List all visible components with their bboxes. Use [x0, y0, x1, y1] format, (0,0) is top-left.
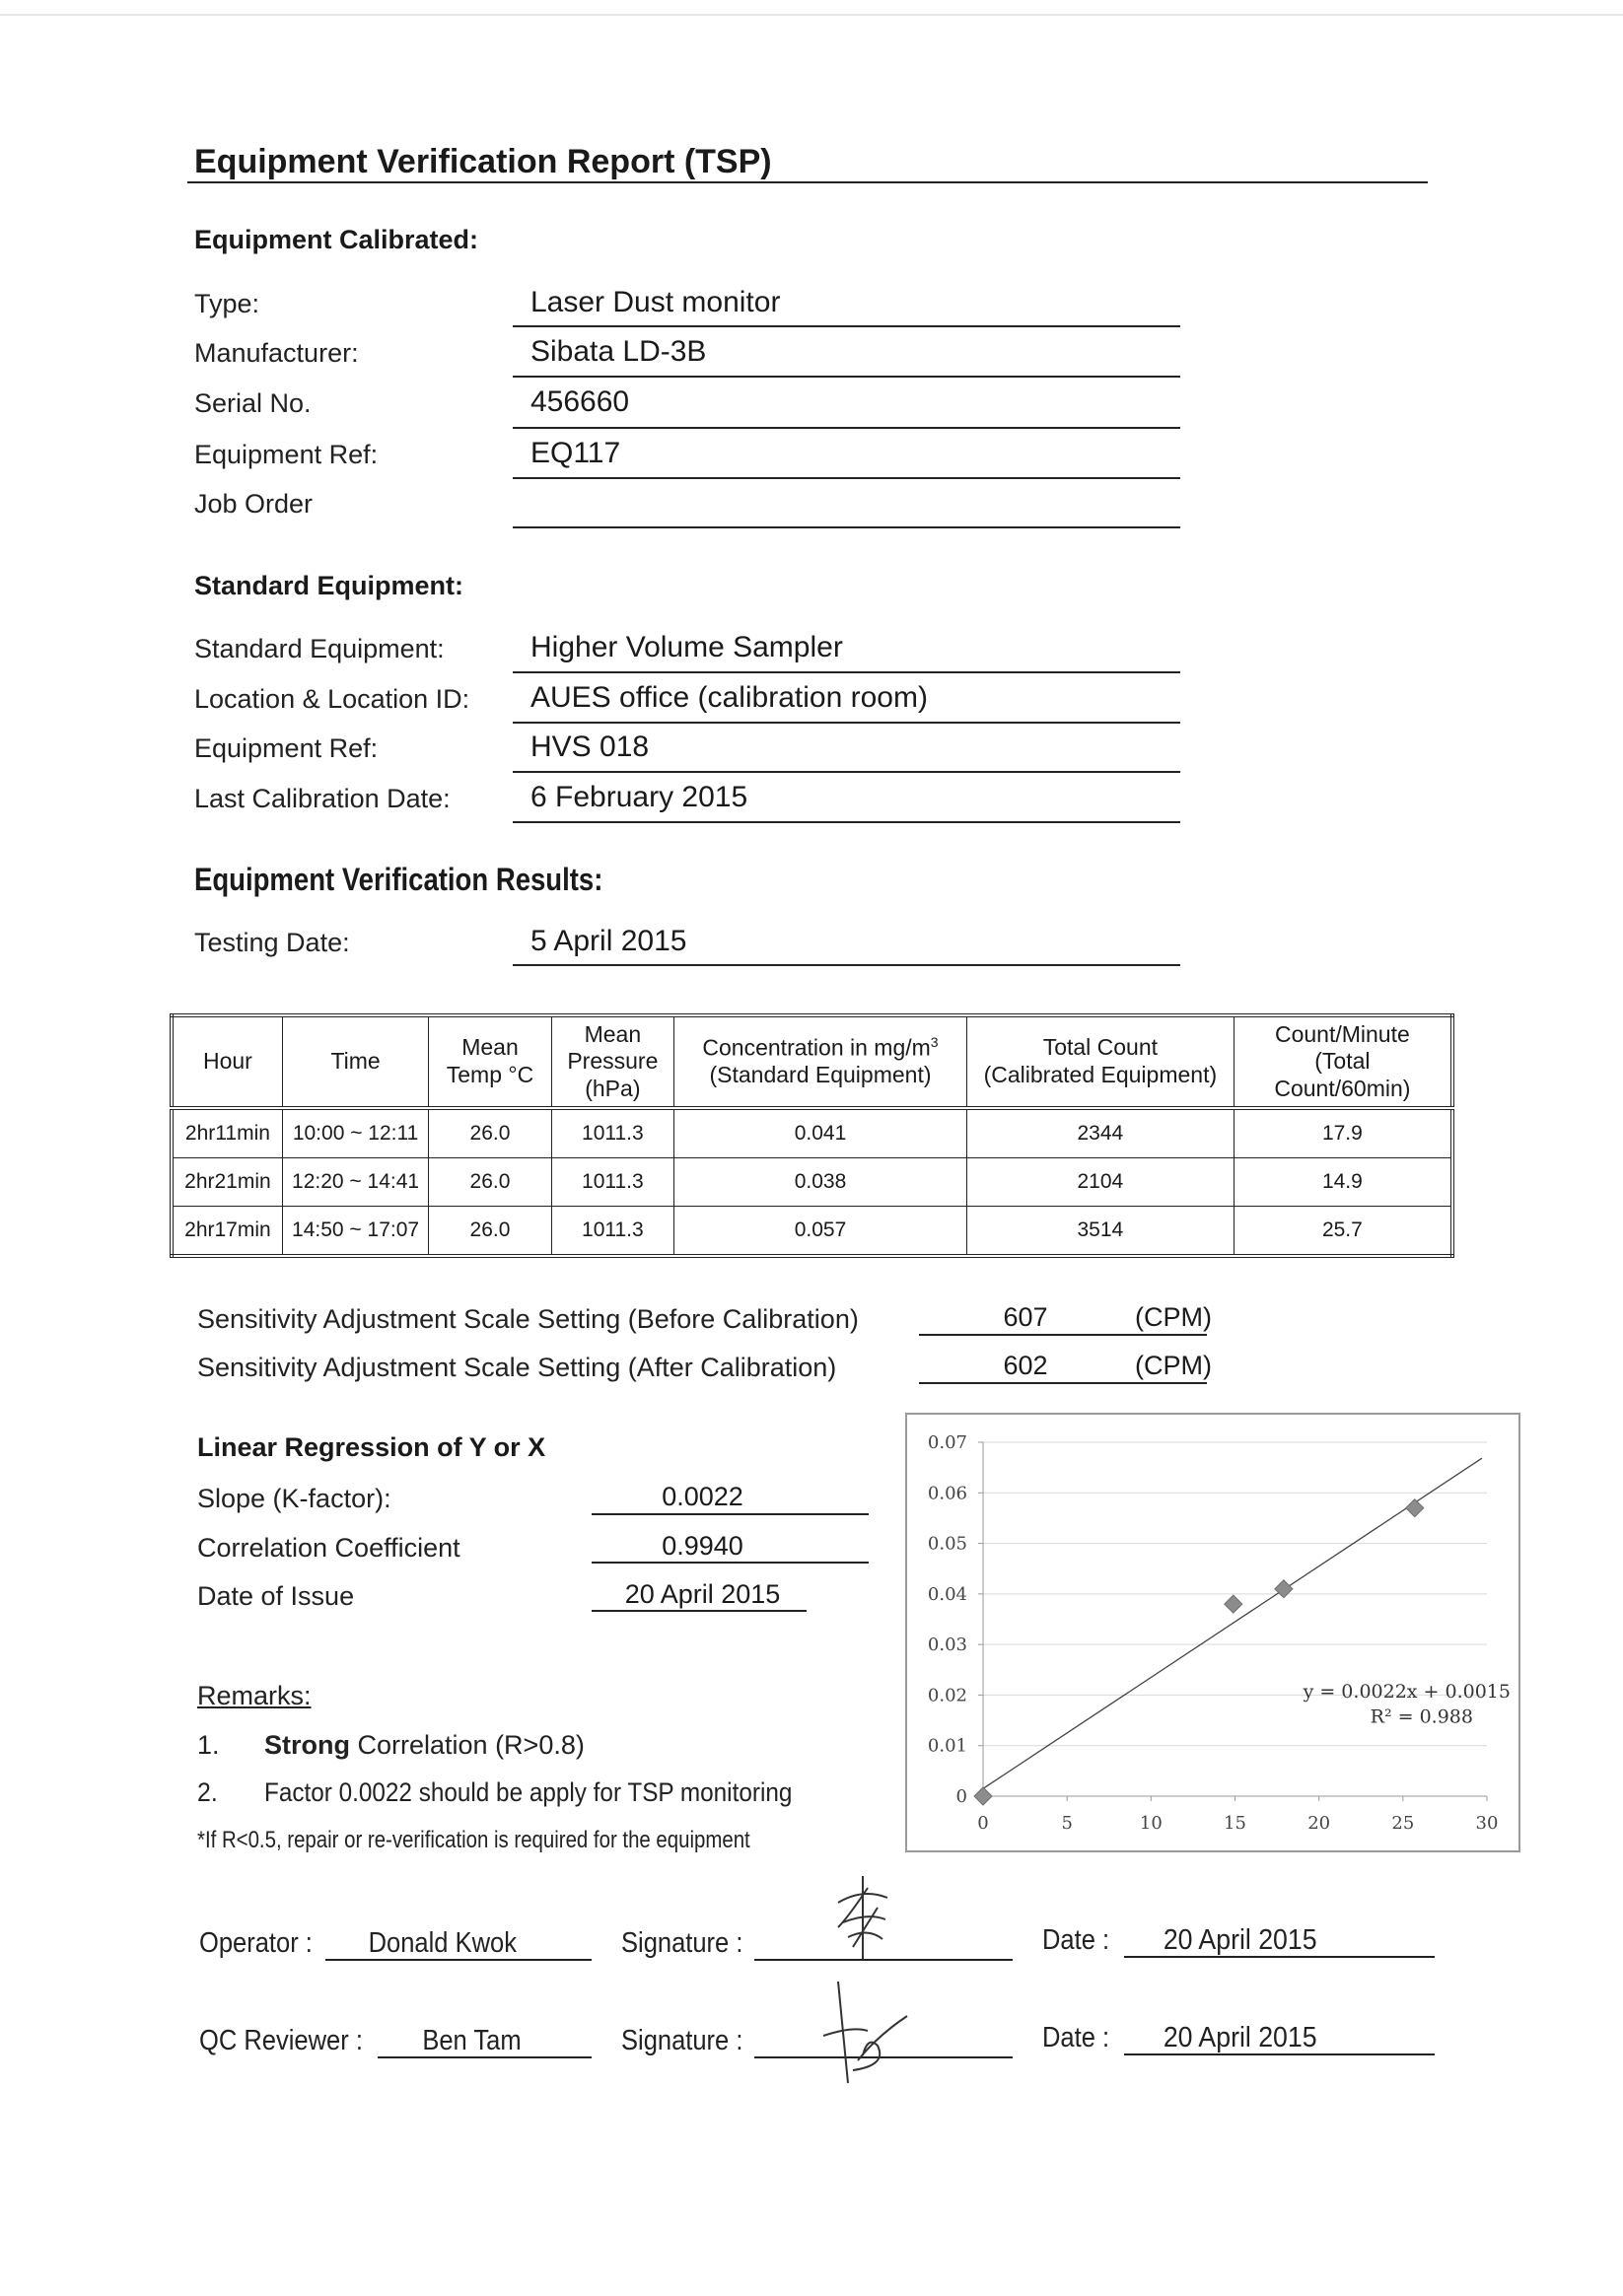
cell-time: 10:00 ~ 12:11: [282, 1108, 428, 1158]
title-rule: [187, 181, 1428, 183]
y-tick-label: 0.07: [927, 1432, 967, 1453]
standard-equipment-value: Higher Volume Sampler: [530, 631, 843, 663]
header-hour: Hour: [172, 1015, 282, 1108]
remark-2-text: Factor 0.0022 should be apply for TSP monitoring: [264, 1777, 793, 1807]
data-point: [1225, 1595, 1242, 1613]
sensitivity-after-value: 602: [1003, 1351, 1048, 1380]
job-order-label: Job Order: [194, 489, 314, 519]
manufacturer-underline: [513, 376, 1180, 378]
x-tick-label: 20: [1307, 1813, 1331, 1834]
operator-date-label: Date :: [1042, 1924, 1110, 1956]
table-row: [172, 1108, 1452, 1158]
cell-time: 14:50 ~ 17:07: [282, 1207, 428, 1257]
cell-concentration: 0.041: [674, 1108, 967, 1158]
equipment-ref-value: EQ117: [530, 437, 621, 469]
sensitivity-after-underline: [919, 1382, 1207, 1384]
type-underline: [513, 325, 1180, 327]
hvs-ref-underline: [513, 771, 1180, 773]
y-tick-label: 0.01: [927, 1735, 967, 1757]
cell-total-count: 3514: [966, 1207, 1234, 1257]
x-tick-label: 10: [1139, 1813, 1163, 1834]
location-label: Location & Location ID:: [194, 684, 470, 714]
cell-concentration: 0.038: [674, 1158, 967, 1207]
x-tick-label: 15: [1224, 1813, 1246, 1834]
remark-2-number: 2.: [197, 1777, 218, 1807]
y-tick-label: 0.04: [927, 1583, 967, 1605]
regression-chart-svg: [907, 1415, 1518, 1850]
cell-pressure: 1011.3: [551, 1207, 673, 1257]
cell-time: 12:20 ~ 14:41: [282, 1158, 428, 1207]
header-mean-pressure: Mean Pressure (hPa): [551, 1015, 673, 1108]
last-calibration-label: Last Calibration Date:: [194, 784, 451, 813]
table-row: [172, 1158, 1452, 1207]
table-row: [172, 1207, 1452, 1257]
report-title: Equipment Verification Report (TSP): [194, 143, 772, 180]
cell-hour: 2hr21min: [172, 1158, 282, 1207]
correlation-underline: [592, 1562, 869, 1564]
manufacturer-label: Manufacturer:: [194, 338, 359, 368]
sensitivity-after-unit: (CPM): [1135, 1351, 1212, 1380]
slope-underline: [592, 1513, 869, 1515]
sensitivity-before-label: Sensitivity Adjustment Scale Setting (Before Calibration): [197, 1304, 859, 1334]
remarks-heading: Remarks:: [197, 1681, 312, 1710]
reviewer-signature: [809, 1977, 927, 2095]
header-total-count: Total Count (Calibrated Equipment): [966, 1015, 1234, 1108]
regression-chart: [905, 1413, 1520, 1852]
regression-heading: Linear Regression of Y or X: [197, 1432, 546, 1462]
cell-total-count: 2104: [966, 1158, 1234, 1207]
serial-value: 456660: [530, 385, 630, 418]
cell-total-count: 2344: [966, 1108, 1234, 1158]
job-order-underline: [513, 526, 1180, 528]
operator-signature: [809, 1868, 917, 1967]
correlation-value: 0.9940: [662, 1531, 743, 1561]
cell-pressure: 1011.3: [551, 1108, 673, 1158]
type-value: Laser Dust monitor: [530, 286, 781, 318]
location-underline: [513, 722, 1180, 724]
operator-date: 20 April 2015: [1163, 1924, 1317, 1956]
scan-edge: [0, 14, 1623, 16]
x-tick-label: 5: [1061, 1813, 1073, 1834]
x-tick-label: 25: [1391, 1813, 1415, 1834]
equipment-calibrated-heading: Equipment Calibrated:: [194, 225, 479, 254]
location-value: AUES office (calibration room): [530, 681, 928, 714]
cell-concentration: 0.057: [674, 1207, 967, 1257]
table-header-row: [172, 1015, 1452, 1108]
hvs-ref-label: Equipment Ref:: [194, 733, 379, 763]
cell-temp: 26.0: [429, 1207, 551, 1257]
issue-date-value: 20 April 2015: [624, 1579, 781, 1609]
remark-1-text: Correlation (R>0.8): [350, 1730, 585, 1760]
operator-name: Donald Kwok: [368, 1927, 517, 1959]
serial-label: Serial No.: [194, 388, 312, 418]
header-mean-temp: Mean Temp °C: [429, 1015, 551, 1108]
hvs-ref-value: HVS 018: [530, 731, 650, 763]
reviewer-date-underline: [1124, 2053, 1435, 2055]
slope-label: Slope (K-factor):: [197, 1484, 391, 1513]
remark-1: [264, 1730, 585, 1761]
last-calibration-value: 6 February 2015: [530, 781, 748, 813]
reviewer-name-underline: [378, 2056, 592, 2058]
standard-equipment-underline: [513, 671, 1180, 673]
remarks-note: *If R<0.5, repair or re-verification is required for the equipment: [197, 1827, 750, 1853]
y-tick-label: 0.06: [927, 1483, 967, 1504]
issue-date-underline: [592, 1610, 807, 1612]
sensitivity-before-value: 607: [1003, 1302, 1048, 1332]
standard-equipment-label: Standard Equipment:: [194, 634, 445, 663]
reviewer-signature-label: Signature :: [621, 2025, 743, 2056]
y-tick-label: 0: [955, 1786, 967, 1807]
cell-temp: 26.0: [429, 1158, 551, 1207]
operator-date-underline: [1124, 1956, 1435, 1958]
equipment-ref-label: Equipment Ref:: [194, 440, 379, 469]
y-tick-label: 0.02: [927, 1685, 967, 1706]
remark-1-strong: Strong: [264, 1730, 350, 1760]
testing-date-underline: [513, 964, 1180, 966]
testing-date-value: 5 April 2015: [530, 925, 687, 957]
reviewer-date-label: Date :: [1042, 2022, 1110, 2053]
correlation-label: Correlation Coefficient: [197, 1533, 460, 1563]
last-calibration-underline: [513, 821, 1180, 823]
type-label: Type:: [194, 289, 260, 318]
header-count-minute: Count/Minute (Total Count/60min): [1234, 1015, 1452, 1108]
trend-equation: y = 0.0022x + 0.0015: [1303, 1680, 1511, 1703]
x-tick-label: 0: [977, 1813, 989, 1834]
sensitivity-after-label: Sensitivity Adjustment Scale Setting (After Calibration): [197, 1353, 837, 1382]
equipment-ref-underline: [513, 477, 1180, 479]
x-tick-label: 30: [1475, 1813, 1499, 1834]
reviewer-name: Ben Tam: [422, 2025, 522, 2056]
cell-hour: 2hr11min: [172, 1108, 282, 1158]
results-table: [170, 1013, 1454, 1258]
cell-count-minute: 25.7: [1234, 1207, 1452, 1257]
verification-results-heading: Equipment Verification Results:: [194, 862, 603, 897]
data-point: [1275, 1580, 1293, 1598]
operator-label: Operator :: [199, 1927, 313, 1959]
sensitivity-before-underline: [919, 1334, 1207, 1336]
cell-pressure: 1011.3: [551, 1158, 673, 1207]
slope-value: 0.0022: [662, 1482, 743, 1511]
standard-equipment-heading: Standard Equipment:: [194, 571, 464, 600]
serial-underline: [513, 427, 1180, 429]
cell-count-minute: 17.9: [1234, 1108, 1452, 1158]
operator-signature-label: Signature :: [621, 1927, 743, 1959]
issue-date-label: Date of Issue: [197, 1581, 355, 1611]
y-tick-label: 0.03: [927, 1635, 967, 1656]
cell-temp: 26.0: [429, 1108, 551, 1158]
cell-hour: 2hr17min: [172, 1207, 282, 1257]
y-tick-label: 0.05: [927, 1533, 967, 1555]
cell-count-minute: 14.9: [1234, 1158, 1452, 1207]
r-squared-label: R² = 0.988: [1370, 1705, 1473, 1728]
reviewer-label: QC Reviewer :: [199, 2025, 363, 2056]
data-point: [974, 1787, 992, 1805]
header-time: Time: [282, 1015, 428, 1108]
testing-date-label: Testing Date:: [194, 928, 350, 957]
data-point: [1406, 1499, 1424, 1517]
manufacturer-value: Sibata LD-3B: [530, 335, 707, 368]
reviewer-date: 20 April 2015: [1163, 2022, 1317, 2053]
remark-1-number: 1.: [197, 1730, 220, 1760]
operator-name-underline: [325, 1959, 592, 1961]
header-concentration: Concentration in $mg/m^3$ (Standard Equipment): [674, 1015, 967, 1108]
sensitivity-before-unit: (CPM): [1135, 1302, 1212, 1332]
